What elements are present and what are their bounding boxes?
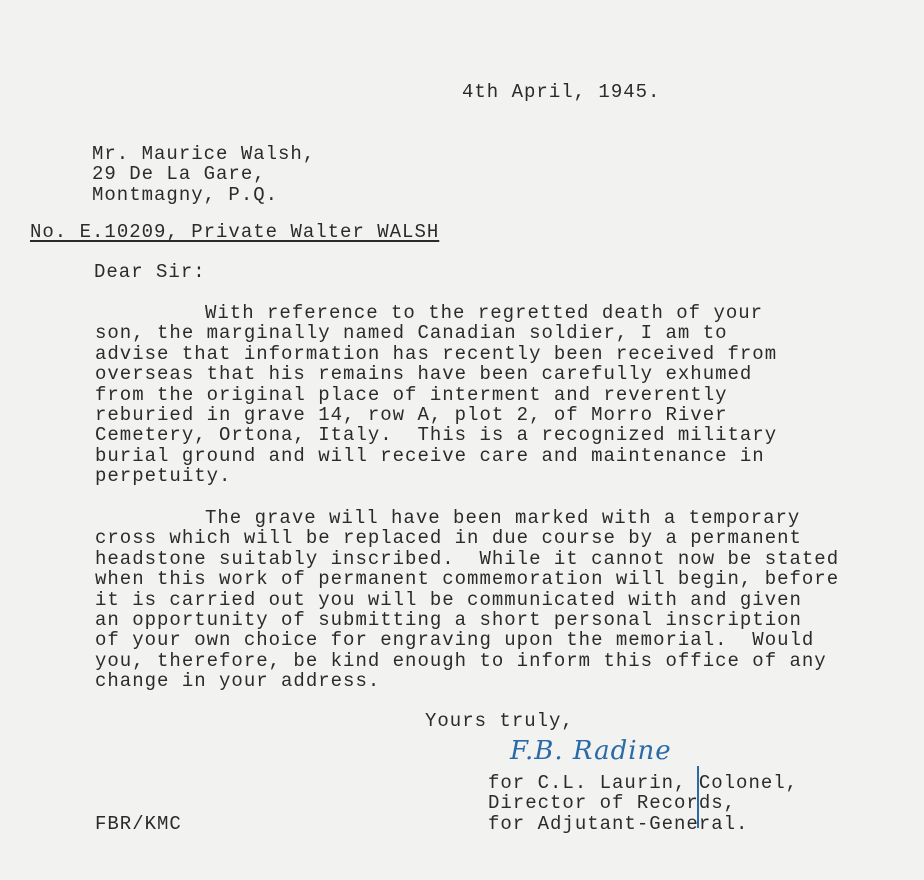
- paragraph-line: burial ground and will receive care and maintenance in: [95, 444, 765, 467]
- letter-date: 4th April, 1945.: [462, 81, 661, 103]
- paragraph-2: [95, 508, 839, 692]
- paragraph-line: With reference to the regretted death of your: [205, 302, 764, 324]
- paragraph-line: advise that information has recently been received from: [95, 342, 778, 365]
- paragraph-line: The grave will have been marked with a temporary: [205, 507, 801, 529]
- paragraph-line: it is carried out you will be communicated with and given: [95, 588, 802, 611]
- paragraph-line: Cemetery, Ortona, Italy. This is a recognized military: [95, 424, 778, 447]
- paragraph-line: an opportunity of submitting a short personal inscription: [95, 608, 802, 631]
- closing: Yours truly,: [425, 710, 574, 732]
- typist-initials: FBR/KMC: [95, 813, 182, 835]
- paragraph-line: you, therefore, be kind enough to inform this office of any: [95, 649, 827, 672]
- signatory-block: [488, 773, 798, 834]
- paragraph-line: cross which will be replaced in due course by a permanent: [95, 527, 802, 550]
- address-line: Montmagny, P.Q.: [92, 183, 279, 206]
- paragraph-line: when this work of permanent commemoration will begin, before: [95, 568, 840, 591]
- paragraph-line: headstone suitably inscribed. While it cannot now be stated: [95, 547, 840, 570]
- recipient-address: [92, 144, 315, 205]
- paragraph-1: [95, 303, 777, 487]
- address-line: Mr. Maurice Walsh,: [92, 143, 316, 165]
- handwritten-signature: F.B. Radine: [510, 736, 672, 766]
- signatory-line: Director of Records,: [488, 792, 737, 815]
- paragraph-line: from the original place of interment and reverently: [95, 383, 728, 406]
- signatory-line: for C.L. Laurin, Colonel,: [488, 772, 799, 794]
- paragraph-line: reburied in grave 14, row A, plot 2, of Morro River: [95, 403, 728, 426]
- reference-line: No. E.10209, Private Walter WALSH: [30, 221, 440, 243]
- signatory-line: for Adjutant-General.: [488, 812, 749, 835]
- paragraph-line: of your own choice for engraving upon the memorial. Would: [95, 629, 815, 652]
- paragraph-line: change in your address.: [95, 670, 381, 693]
- salutation: Dear Sir:: [94, 261, 206, 283]
- paragraph-line: overseas that his remains have been carefully exhumed: [95, 363, 753, 386]
- paragraph-line: son, the marginally named Canadian soldier, I am to: [95, 322, 728, 345]
- paragraph-line: perpetuity.: [95, 465, 232, 488]
- address-line: 29 De La Gare,: [92, 163, 266, 186]
